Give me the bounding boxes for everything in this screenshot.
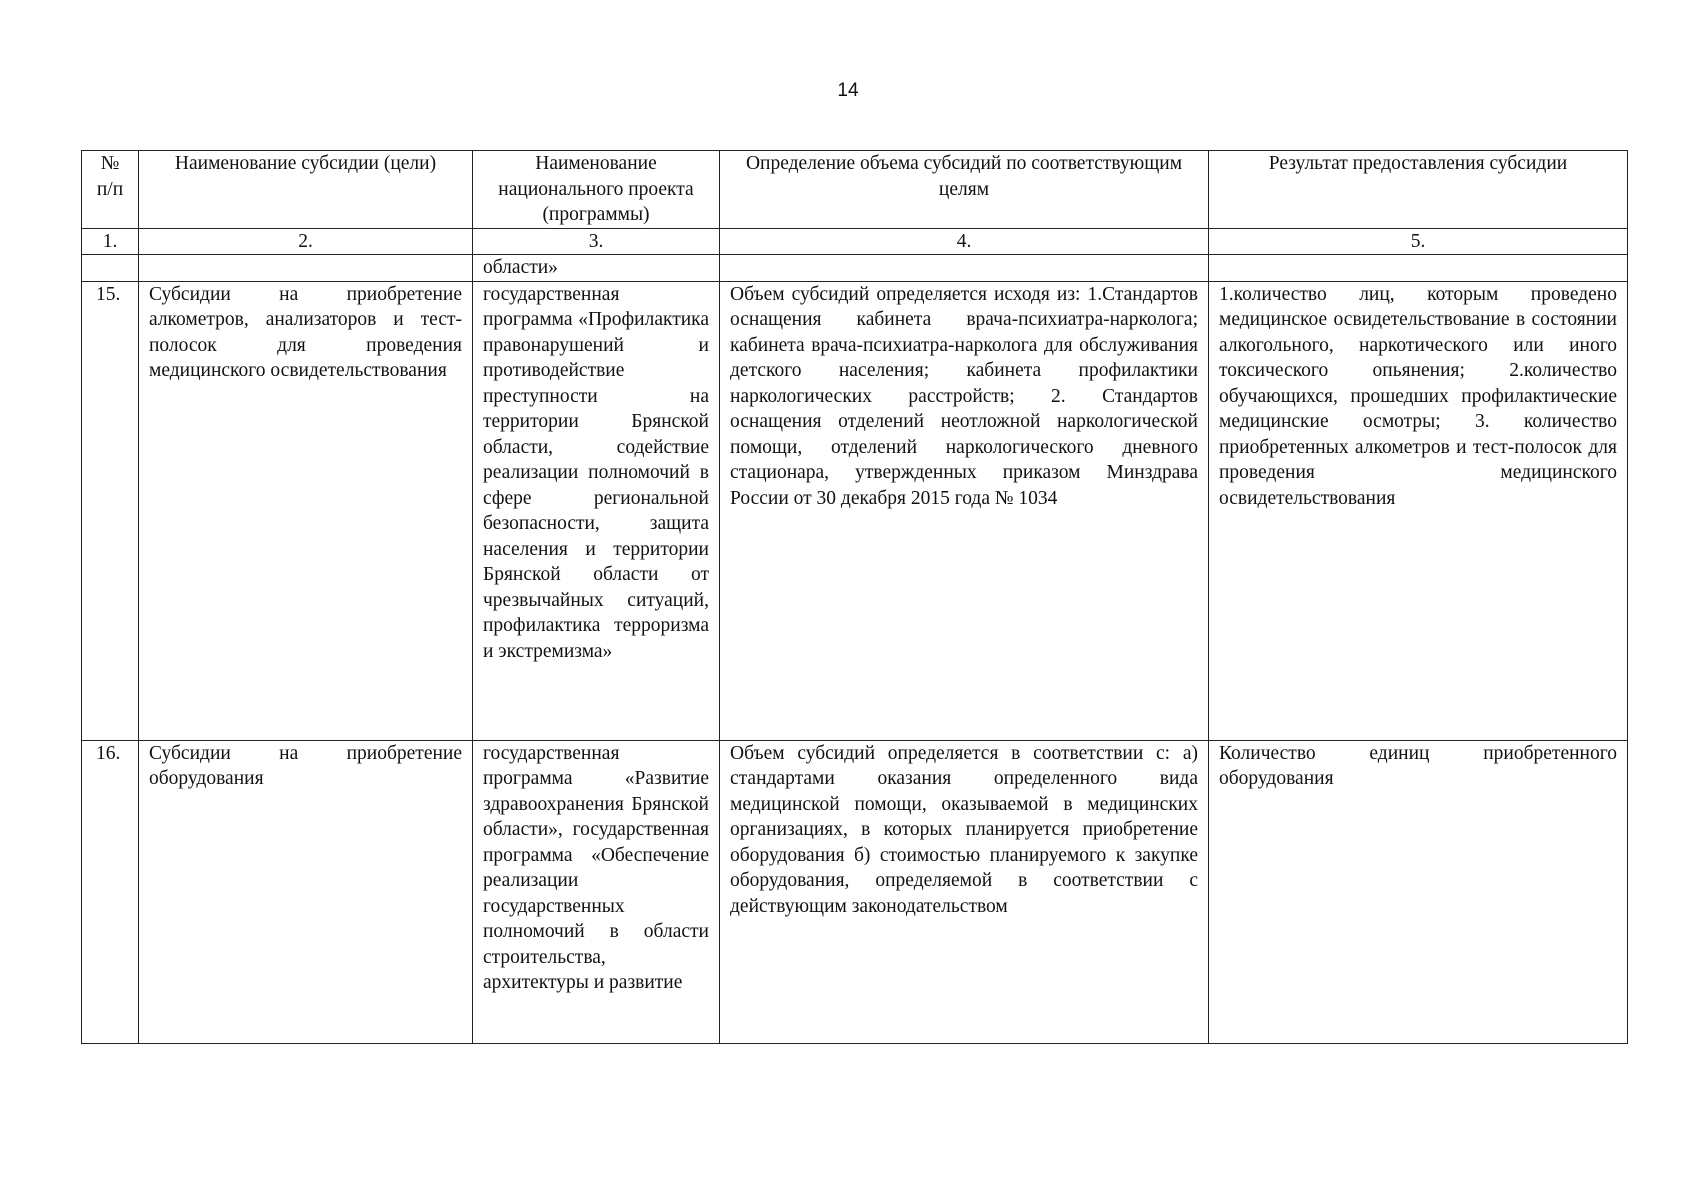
row-subsidy-name: Субсидии на приобретение оборудования bbox=[139, 740, 473, 1043]
row-result: Количество единиц приобретенного оборудования bbox=[1209, 740, 1628, 1043]
row-volume-definition: Объем субсидий определяется в соответствии с: а) стандартами оказания определенного вида медицинской помощи, оказываемой в медицинских организациях, в которых планируется приобретение оборудования б) стоимостью планируемого к закупке оборудования, определяемой в соответствии с действующим законодательством bbox=[720, 740, 1209, 1043]
header-index: № п/п bbox=[82, 151, 139, 229]
continuation-cell-5 bbox=[1209, 255, 1628, 282]
subsidy-table bbox=[81, 150, 1628, 1044]
row-index: 15. bbox=[82, 281, 139, 740]
column-number-2: 2. bbox=[139, 228, 473, 255]
header-volume-definition: Определение объема субсидий по соответствующим целям bbox=[720, 151, 1209, 229]
column-number-5: 5. bbox=[1209, 228, 1628, 255]
continuation-cell-4 bbox=[720, 255, 1209, 282]
continuation-cell-1 bbox=[82, 255, 139, 282]
row-subsidy-name: Субсидии на приобретение алкометров, анализаторов и тест-полосок для проведения медицинского освидетельствования bbox=[139, 281, 473, 740]
column-number-4: 4. bbox=[720, 228, 1209, 255]
header-result: Результат предоставления субсидии bbox=[1209, 151, 1628, 229]
column-number-1: 1. bbox=[82, 228, 139, 255]
row-program: государственная программа «Развитие здравоохранения Брянской области», государственная программа «Обеспечение реализации государственных полномочий в области строительства, архитектуры и развитие bbox=[473, 740, 720, 1043]
row-result: 1.количество лиц, которым проведено медицинское освидетельствование в состоянии алкогольного, наркотического или иного токсического опьянения; 2.количество обучающихся, прошедших профилактические медицинские осмотры; 3. количество приобретенных алкометров и тест-полосок для проведения медицинского освидетельствования bbox=[1209, 281, 1628, 740]
table-row bbox=[82, 740, 1628, 1043]
header-row bbox=[82, 151, 1628, 229]
table-row bbox=[82, 281, 1628, 740]
header-subsidy-name: Наименование субсидии (цели) bbox=[139, 151, 473, 229]
column-number-3: 3. bbox=[473, 228, 720, 255]
continuation-cell-program: области» bbox=[473, 255, 720, 282]
row-program: государственная программа «Профилактика правонарушений и противодействие преступности на территории Брянской области, содействие реализации полномочий в сфере региональной безопасности, защита населения и территории Брянской области от чрезвычайных ситуаций, профилактика терроризма и экстремизма» bbox=[473, 281, 720, 740]
header-project-name: Наименование национального проекта (программы) bbox=[473, 151, 720, 229]
continuation-row bbox=[82, 255, 1628, 282]
row-volume-definition: Объем субсидий определяется исходя из: 1.Стандартов оснащения кабинета врача-психиатра-нарколога; кабинета врача-психиатра-нарколога для обслуживания детского населения; кабинета профилактики наркологических расстройств; 2. Стандартов оснащения отделений неотложной наркологической помощи, отделений наркологического дневного стационара, утвержденных приказом Минздрава России от 30 декабря 2015 года № 1034 bbox=[720, 281, 1209, 740]
continuation-cell-2 bbox=[139, 255, 473, 282]
page-number: 14 bbox=[837, 80, 859, 101]
column-number-row bbox=[82, 228, 1628, 255]
row-index: 16. bbox=[82, 740, 139, 1043]
